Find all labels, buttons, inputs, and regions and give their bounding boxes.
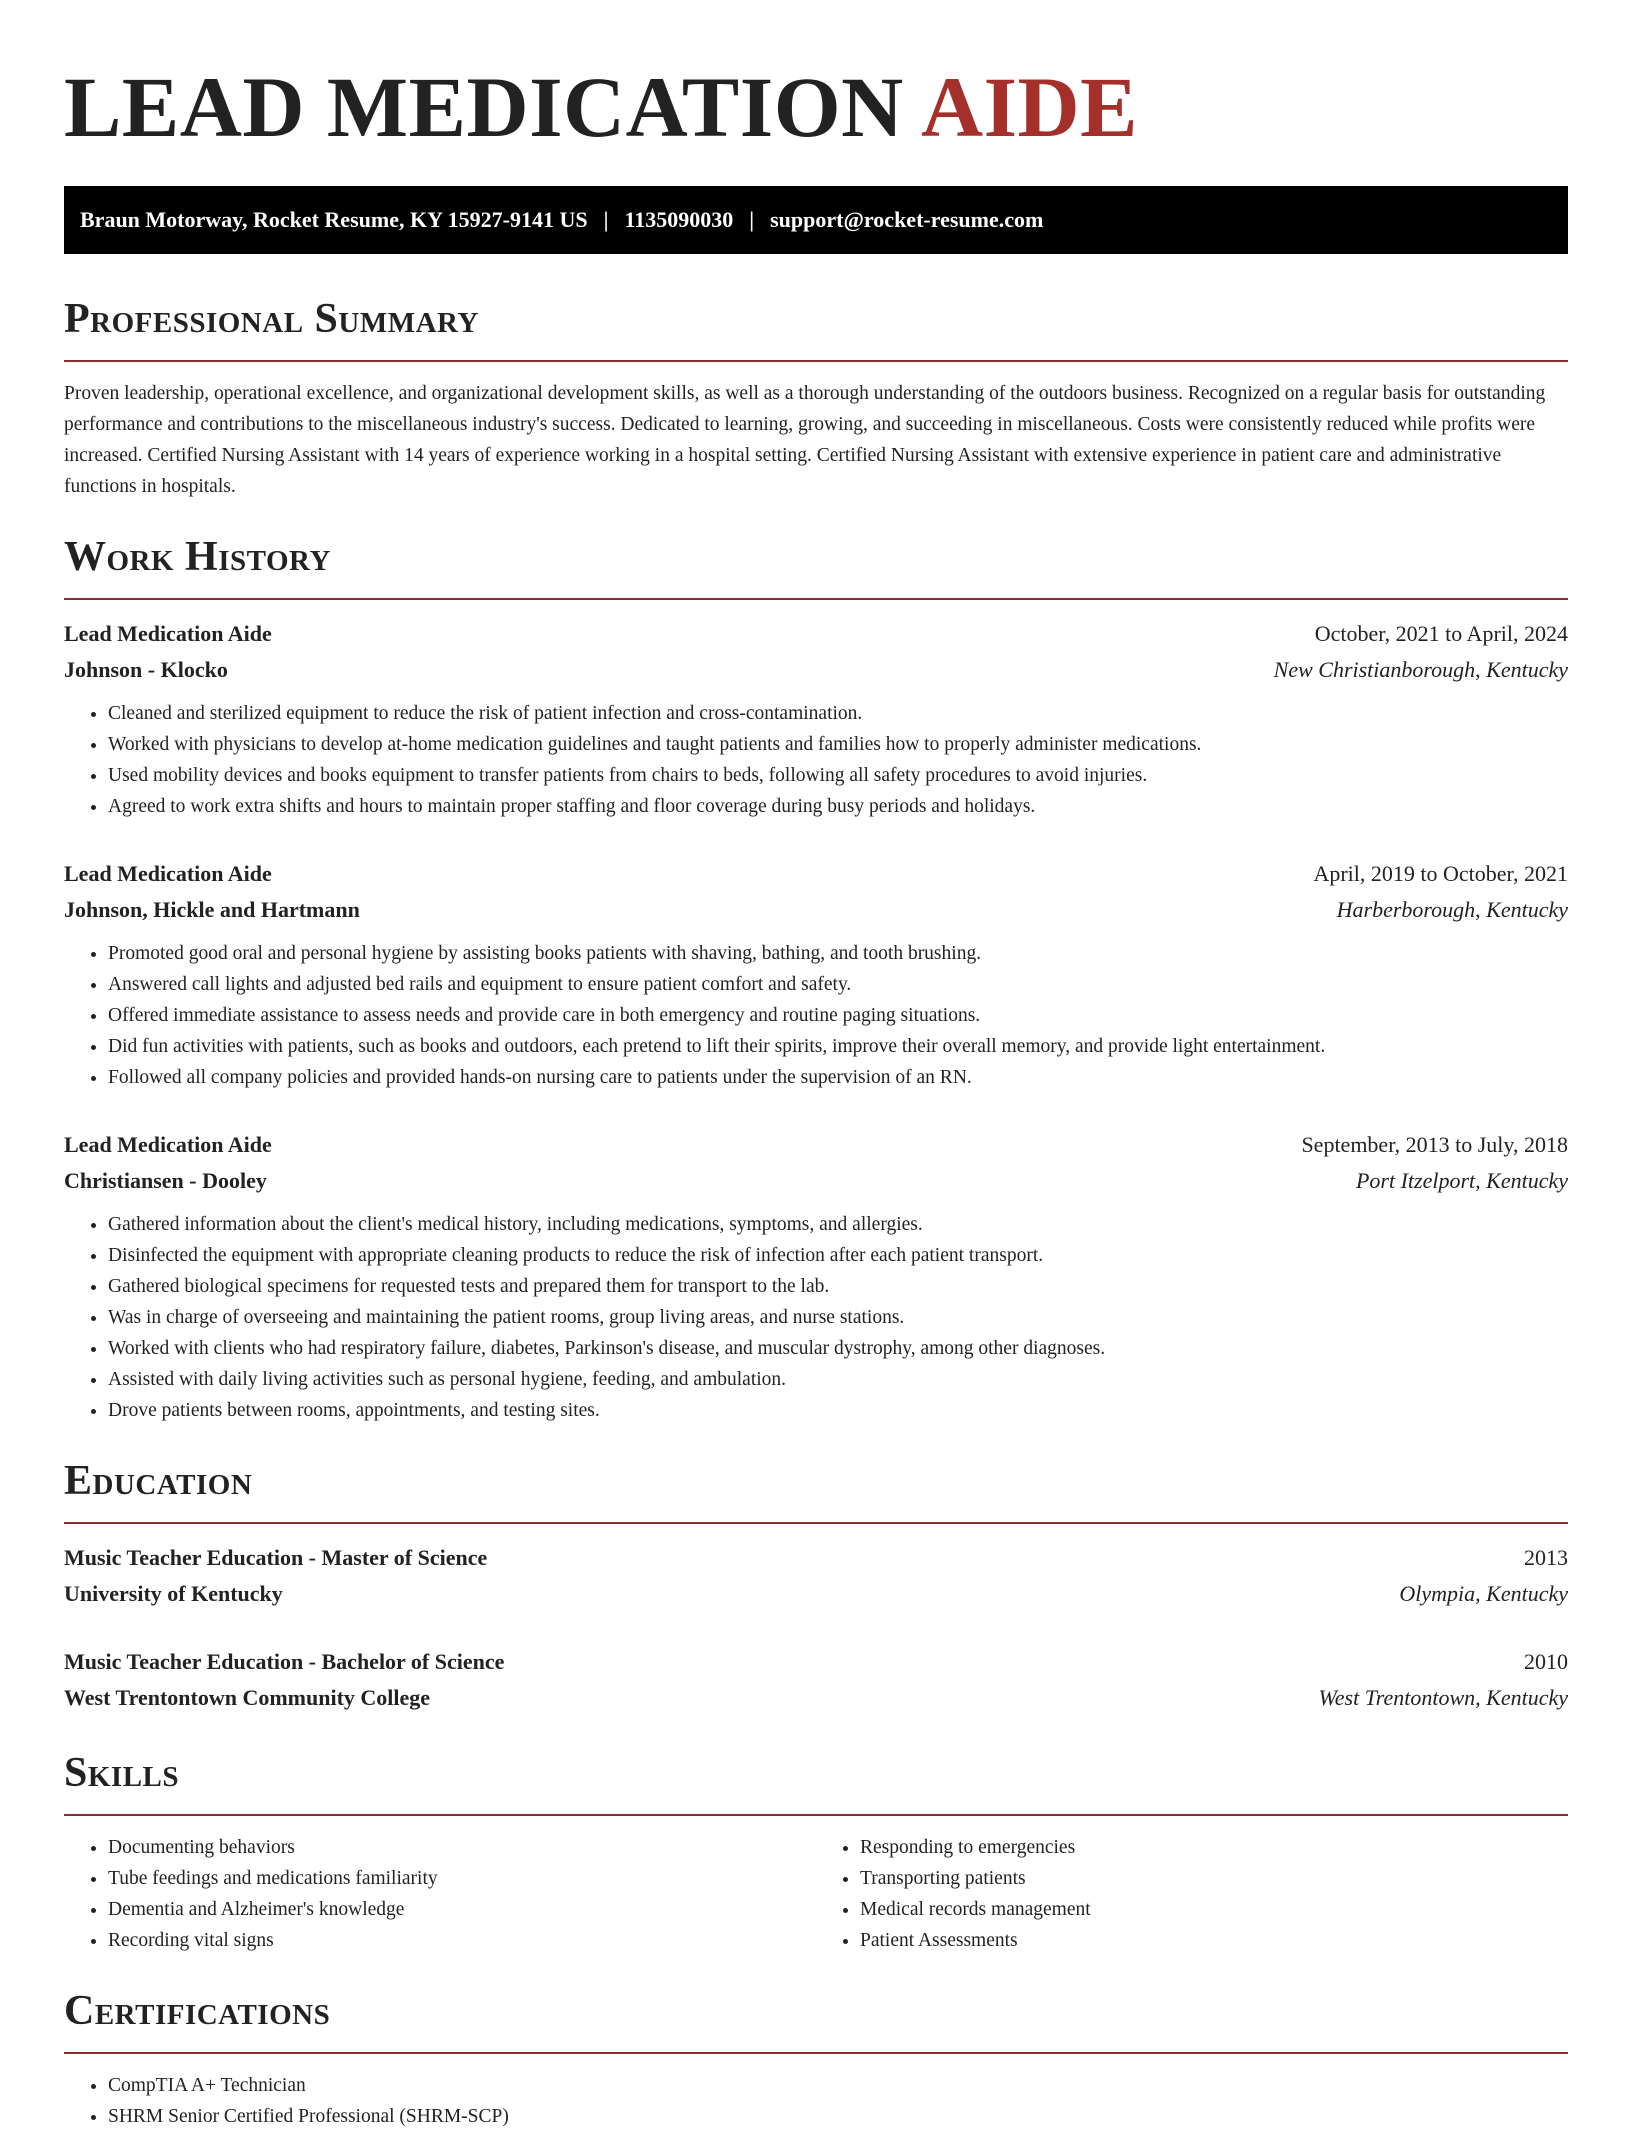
job-location: Port Itzelport, Kentucky xyxy=(1355,1168,1568,1193)
job-bullet: • Drove patients between rooms, appointments, and testing sites. xyxy=(108,1395,1568,1426)
work-history-section xyxy=(64,536,1568,1426)
section-divider xyxy=(64,360,1568,362)
section-divider xyxy=(64,598,1568,600)
job-dates: October, 2021 to April, 2024 xyxy=(1314,621,1568,646)
education-degree: Music Teacher Education - Master of Science xyxy=(64,1545,488,1570)
skills-list-right xyxy=(816,1832,1568,1956)
contact-separator: | xyxy=(749,207,755,232)
job-title: Lead Medication Aide xyxy=(64,1132,272,1157)
contact-separator: | xyxy=(603,207,609,232)
education-school-row xyxy=(64,1576,1568,1612)
job-location: Harberborough, Kentucky xyxy=(1336,897,1568,922)
job-bullet: • Gathered information about the client's medical history, including medications, symptoms, and allergies. xyxy=(108,1209,1568,1240)
section-heading: Skills xyxy=(64,1750,180,1796)
job-entry xyxy=(64,1127,1568,1426)
job-bullets xyxy=(64,698,1568,822)
job-bullet: • Was in charge of overseeing and maintaining the patient rooms, group living areas, and nurse stations. xyxy=(108,1302,1568,1333)
skill-item: • Transporting patients xyxy=(860,1863,1568,1894)
job-title: Lead Medication Aide xyxy=(64,861,272,886)
contact-bar xyxy=(64,186,1568,254)
education-degree-row xyxy=(64,1540,1568,1576)
skill-item: • Recording vital signs xyxy=(108,1925,816,1956)
job-bullet: • Worked with clients who had respiratory failure, diabetes, Parkinson's disease, and muscular dystrophy, among other diagnoses. xyxy=(108,1333,1568,1364)
job-bullets xyxy=(64,938,1568,1093)
job-location: New Christianborough, Kentucky xyxy=(1273,657,1568,682)
job-bullet: • Used mobility devices and books equipment to transfer patients from chairs to beds, following all safety procedures to avoid injuries. xyxy=(108,760,1568,791)
certification-list xyxy=(64,2070,1568,2132)
education-school: University of Kentucky xyxy=(64,1581,283,1606)
job-bullet: • Did fun activities with patients, such as books and outdoors, each pretend to lift their spirits, improve their overall memory, and provide light entertainment. xyxy=(108,1031,1568,1062)
skill-item: • Dementia and Alzheimer's knowledge xyxy=(108,1894,816,1925)
job-bullet: • Offered immediate assistance to assess needs and provide care in both emergency and routine paging situations. xyxy=(108,1000,1568,1031)
summary-section xyxy=(64,298,1568,502)
section-divider xyxy=(64,2052,1568,2054)
section-heading: Education xyxy=(64,1458,253,1504)
skill-item: • Responding to emergencies xyxy=(860,1832,1568,1863)
job-header-row xyxy=(64,616,1568,652)
job-company: Johnson, Hickle and Hartmann xyxy=(64,897,360,922)
job-header-row xyxy=(64,1127,1568,1163)
summary-text: Proven leadership, operational excellence, and organizational development skills, as well as a thorough understanding of the outdoors business. Recognized on a regular basis for outstanding performance and contributions to the miscellaneous industry's success. Dedicated to learning, growing, and succeeding in miscellaneous. Costs were consistently reduced while profits were increased. Certified Nursing Assistant with 14 years of experience working in a hospital setting. Certified Nursing Assistant with extensive experience in patient care and administrative functions in hospitals. xyxy=(64,383,1546,497)
job-bullet: • Agreed to work extra shifts and hours to maintain proper staffing and floor coverage during busy periods and holidays. xyxy=(108,791,1568,822)
contact-email: support@rocket-resume.com xyxy=(770,207,1044,232)
education-school-row xyxy=(64,1680,1568,1716)
section-heading: Certifications xyxy=(64,1988,331,2034)
section-heading: Work History xyxy=(64,534,331,580)
skill-item: • Patient Assessments xyxy=(860,1925,1568,1956)
skills-section xyxy=(64,1752,1568,1956)
job-bullet: • Promoted good oral and personal hygiene by assisting books patients with shaving, bathing, and tooth brushing. xyxy=(108,938,1568,969)
resume-title xyxy=(64,59,1568,155)
education-degree-row xyxy=(64,1644,1568,1680)
education-year: 2013 xyxy=(1524,1545,1568,1570)
education-entry xyxy=(64,1540,1568,1612)
education-section xyxy=(64,1460,1568,1716)
title-main: LEAD MEDICATION xyxy=(64,59,904,155)
job-company-row xyxy=(64,892,1568,928)
job-entry xyxy=(64,616,1568,822)
education-location: West Trentontown, Kentucky xyxy=(1318,1685,1568,1710)
certification-item: • CompTIA A+ Technician xyxy=(108,2070,1568,2101)
job-bullet: • Worked with physicians to develop at-home medication guidelines and taught patients and families how to properly administer medications. xyxy=(108,729,1568,760)
job-bullet: • Followed all company policies and provided hands-on nursing care to patients under the supervision of an RN. xyxy=(108,1062,1568,1093)
job-title: Lead Medication Aide xyxy=(64,621,272,646)
skills-list-left xyxy=(64,1832,816,1956)
job-company: Christiansen - Dooley xyxy=(64,1168,267,1193)
job-entry xyxy=(64,856,1568,1093)
education-degree: Music Teacher Education - Bachelor of Science xyxy=(64,1649,505,1674)
job-dates: April, 2019 to October, 2021 xyxy=(1313,861,1568,886)
job-company-row xyxy=(64,1163,1568,1199)
job-bullet: • Assisted with daily living activities such as personal hygiene, feeding, and ambulation. xyxy=(108,1364,1568,1395)
job-dates: September, 2013 to July, 2018 xyxy=(1301,1132,1568,1157)
job-company-row xyxy=(64,652,1568,688)
contact-address: Braun Motorway, Rocket Resume, KY 15927-9141 US xyxy=(80,207,588,232)
title-accent: AIDE xyxy=(920,59,1139,155)
job-bullet: • Cleaned and sterilized equipment to reduce the risk of patient infection and cross-contamination. xyxy=(108,698,1568,729)
certifications-section xyxy=(64,1990,1568,2132)
job-company: Johnson - Klocko xyxy=(64,657,228,682)
skill-item: • Documenting behaviors xyxy=(108,1832,816,1863)
job-bullet: • Gathered biological specimens for requested tests and prepared them for transport to the lab. xyxy=(108,1271,1568,1302)
section-divider xyxy=(64,1814,1568,1816)
contact-phone: 1135090030 xyxy=(624,207,734,232)
skill-item: • Medical records management xyxy=(860,1894,1568,1925)
job-bullets xyxy=(64,1209,1568,1426)
education-location: Olympia, Kentucky xyxy=(1399,1581,1568,1606)
section-heading: Professional Summary xyxy=(64,296,479,342)
section-divider xyxy=(64,1522,1568,1524)
job-bullet: • Disinfected the equipment with appropriate cleaning products to reduce the risk of infection after each patient transport. xyxy=(108,1240,1568,1271)
education-school: West Trentontown Community College xyxy=(64,1685,431,1710)
skills-columns xyxy=(64,1832,1568,1956)
education-entry xyxy=(64,1644,1568,1716)
job-list xyxy=(64,616,1568,1426)
skill-item: • Tube feedings and medications familiarity xyxy=(108,1863,816,1894)
job-bullet: • Answered call lights and adjusted bed rails and equipment to ensure patient comfort and safety. xyxy=(108,969,1568,1000)
certification-item: • SHRM Senior Certified Professional (SHRM-SCP) xyxy=(108,2101,1568,2132)
job-header-row xyxy=(64,856,1568,892)
education-year: 2010 xyxy=(1524,1649,1568,1674)
